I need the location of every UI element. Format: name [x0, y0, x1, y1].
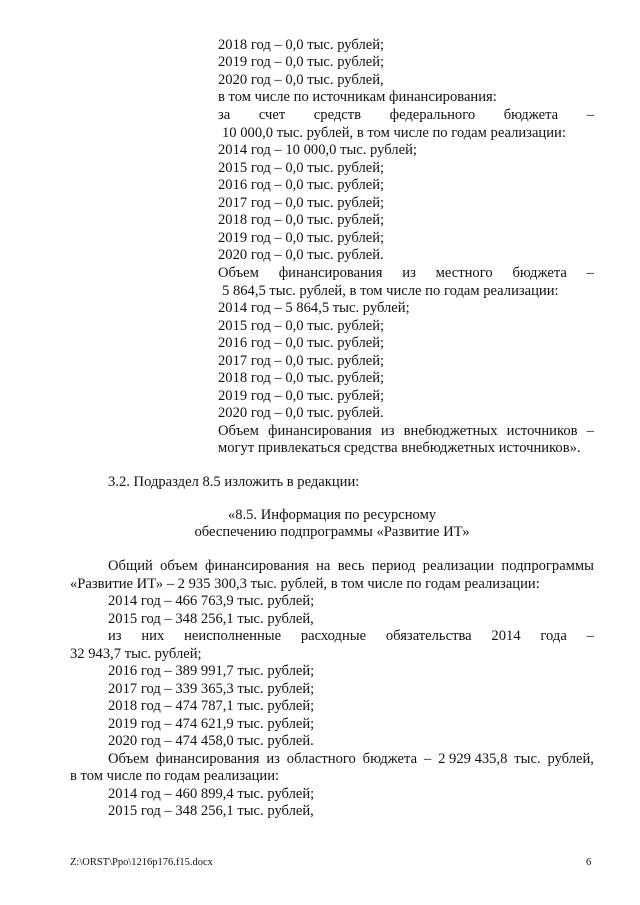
text-line: 2015 год – 348 256,1 тыс. рублей,	[108, 803, 314, 819]
word: за	[218, 107, 231, 123]
text-line: 5 864,5 тыс. рублей, в том числе по годам реализации:	[222, 283, 559, 299]
text-line: 2020 год – 474 458,0 тыс. рублей.	[108, 733, 314, 749]
text-line: 2016 год – 389 991,7 тыс. рублей;	[108, 663, 315, 679]
word: Общий	[108, 558, 153, 574]
word: период	[371, 558, 416, 574]
text-line: «Развитие ИТ» – 2 935 300,3 тыс. рублей, в том числе по годам реализации:	[70, 576, 540, 592]
word: местного	[435, 265, 493, 281]
text-line: 2018 год – 0,0 тыс. рублей;	[218, 37, 385, 53]
word: объем	[160, 558, 198, 574]
text-line: 2020 год – 0,0 тыс. рублей.	[218, 247, 384, 263]
text-line: 2020 год – 0,0 тыс. рублей,	[218, 72, 384, 88]
word: Объем	[218, 265, 259, 281]
justified-line-extrabudget	[218, 423, 594, 440]
text-line: 2019 год – 0,0 тыс. рублей;	[218, 54, 385, 70]
text-line: 2014 год – 5 864,5 тыс. рублей;	[218, 300, 410, 316]
word: финансирования	[205, 558, 309, 574]
word: неисполненные	[184, 628, 282, 644]
text-line: 32 943,7 тыс. рублей;	[70, 646, 202, 662]
justified-line-regional	[108, 751, 594, 768]
word: счет	[258, 107, 286, 123]
text-line: 2014 год – 460 899,4 тыс. рублей;	[108, 786, 315, 802]
word: –	[586, 265, 594, 281]
word: из	[266, 751, 280, 767]
text-line: в том числе по источникам финансирования:	[218, 89, 497, 105]
text-line: 2016 год – 0,0 тыс. рублей;	[218, 177, 385, 193]
word: года	[540, 628, 567, 644]
text-line: 2018 год – 0,0 тыс. рублей;	[218, 212, 385, 228]
justified-line-federal	[218, 107, 594, 124]
footer-file-path: Z:\ORST\Ppo\1216p176.f15.docx	[70, 857, 213, 868]
text-line: 2019 год – 0,0 тыс. рублей;	[218, 388, 385, 404]
word: из	[380, 423, 395, 439]
word: –	[586, 107, 594, 123]
justified-line-unfulfilled	[108, 628, 594, 645]
word: финансирования	[278, 265, 383, 281]
section-heading: «8.5. Информация по ресурсному	[227, 507, 437, 523]
word: –	[423, 751, 432, 767]
text-line: 2016 год – 0,0 тыс. рублей;	[218, 335, 385, 351]
word: бюджета	[503, 107, 559, 123]
text-line: могут привлекаться средства внебюджетных источников».	[218, 440, 581, 456]
justified-line-total	[108, 558, 594, 575]
word: весь	[337, 558, 365, 574]
word: областного	[286, 751, 356, 767]
text-line: в том числе по годам реализации:	[70, 768, 280, 784]
text-line: 2017 год – 339 365,3 тыс. рублей;	[108, 681, 315, 697]
word: реализации	[422, 558, 495, 574]
word: Объем	[108, 751, 149, 767]
word: 2 929 435,8	[438, 751, 508, 767]
text-line: 2017 год – 0,0 тыс. рублей;	[218, 195, 385, 211]
word: на	[316, 558, 331, 574]
word: финансирования	[268, 423, 372, 439]
word: из	[108, 628, 122, 644]
word: Объем	[218, 423, 259, 439]
word: рублей,	[547, 751, 594, 767]
word: тыс.	[514, 751, 541, 767]
word: обязательства	[385, 628, 472, 644]
word: подпрограммы	[501, 558, 594, 574]
word: расходные	[300, 628, 367, 644]
text-line: 2015 год – 0,0 тыс. рублей;	[218, 318, 385, 334]
word: источников	[506, 423, 578, 439]
word: финансирования	[155, 751, 260, 767]
word: из	[402, 265, 416, 281]
text-line: 2019 год – 0,0 тыс. рублей;	[218, 230, 385, 246]
word: внебюджетных	[403, 423, 498, 439]
section-heading: обеспечению подпрограммы «Развитие ИТ»	[194, 524, 470, 540]
text-line: 2019 год – 474 621,9 тыс. рублей;	[108, 716, 315, 732]
text-line: 2018 год – 474 787,1 тыс. рублей;	[108, 698, 315, 714]
page-number: 6	[586, 857, 592, 868]
text-line: 2018 год – 0,0 тыс. рублей;	[218, 370, 385, 386]
word: –	[586, 423, 594, 439]
word: бюджета	[362, 751, 418, 767]
word: средств	[313, 107, 362, 123]
word: бюджета	[512, 265, 567, 281]
word: федерального	[389, 107, 476, 123]
text-line: 2014 год – 466 763,9 тыс. рублей;	[108, 593, 315, 609]
word: 2014	[491, 628, 521, 644]
word: них	[141, 628, 165, 644]
instruction-line: 3.2. Подраздел 8.5 изложить в редакции:	[108, 474, 360, 490]
word: –	[586, 628, 594, 644]
text-line: 2015 год – 348 256,1 тыс. рублей,	[108, 611, 314, 627]
justified-line-local	[218, 265, 594, 282]
text-line: 2017 год – 0,0 тыс. рублей;	[218, 353, 385, 369]
text-line: 10 000,0 тыс. рублей, в том числе по годам реализации:	[222, 125, 566, 141]
text-line: 2020 год – 0,0 тыс. рублей.	[218, 405, 384, 421]
text-line: 2015 год – 0,0 тыс. рублей;	[218, 160, 385, 176]
text-line: 2014 год – 10 000,0 тыс. рублей;	[218, 142, 417, 158]
